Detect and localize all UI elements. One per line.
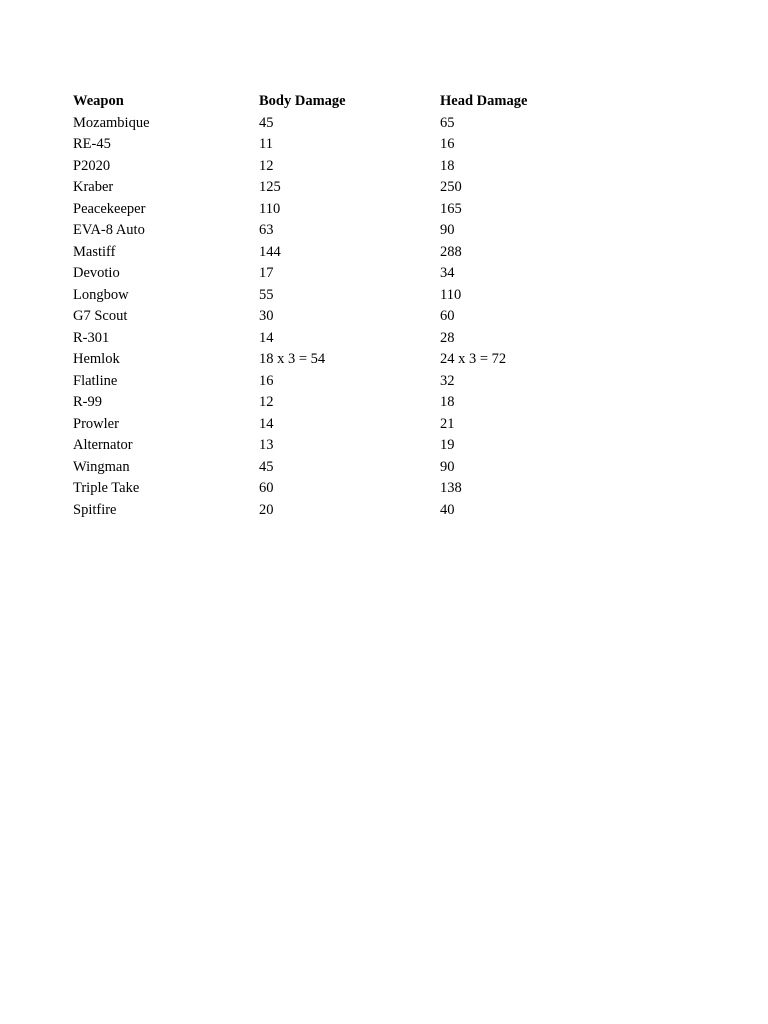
table-row xyxy=(73,199,590,221)
table-row xyxy=(73,263,590,285)
head-damage-cell: 138 xyxy=(440,480,462,496)
weapon-name-cell: Mozambique xyxy=(73,114,150,131)
head-damage-cell: 65 xyxy=(440,114,455,131)
weapon-name-cell: Wingman xyxy=(73,458,130,475)
body-damage-cell: 13 xyxy=(259,437,274,453)
body-damage-cell: 30 xyxy=(259,308,274,324)
body-damage-cell: 16 xyxy=(259,372,274,389)
table-body xyxy=(73,113,590,522)
head-damage-cell: 34 xyxy=(440,265,455,281)
body-damage-cell: 17 xyxy=(259,265,274,281)
head-damage-cell: 18 xyxy=(440,157,455,174)
body-damage-cell: 55 xyxy=(259,286,274,303)
header-head-damage: Head Damage xyxy=(440,93,528,109)
head-damage-cell: 40 xyxy=(440,501,455,518)
head-damage-cell: 24 x 3 = 72 xyxy=(440,351,507,367)
table-row xyxy=(73,177,590,199)
header-weapon: Weapon xyxy=(73,93,124,109)
table-row xyxy=(73,306,590,328)
weapon-name-cell: P2020 xyxy=(73,157,111,174)
body-damage-cell: 60 xyxy=(259,480,274,496)
body-damage-cell: 20 xyxy=(259,501,274,518)
head-damage-cell: 16 xyxy=(440,136,455,152)
table-row xyxy=(73,220,590,242)
table-header xyxy=(73,91,590,113)
table-row xyxy=(73,457,590,479)
weapon-name-cell: Prowler xyxy=(73,415,119,432)
body-damage-cell: 11 xyxy=(259,136,273,152)
weapon-name-cell: Longbow xyxy=(73,286,129,303)
body-damage-cell: 110 xyxy=(259,200,281,217)
body-damage-cell: 12 xyxy=(259,394,274,410)
head-damage-cell: 60 xyxy=(440,308,455,324)
weapon-name-cell: G7 Scout xyxy=(73,308,128,324)
weapon-name-cell: Flatline xyxy=(73,372,118,389)
table-row xyxy=(73,371,590,393)
head-damage-cell: 28 xyxy=(440,329,455,346)
table-row xyxy=(73,328,590,350)
weapon-damage-table xyxy=(73,91,590,521)
table-row xyxy=(73,242,590,264)
table-row xyxy=(73,500,590,522)
head-damage-cell: 90 xyxy=(440,222,455,238)
head-damage-cell: 18 xyxy=(440,394,455,410)
table-row xyxy=(73,285,590,307)
table-row xyxy=(73,156,590,178)
body-damage-cell: 14 xyxy=(259,329,274,346)
body-damage-cell: 12 xyxy=(259,157,274,174)
table-row xyxy=(73,134,590,156)
weapon-name-cell: Hemlok xyxy=(73,351,120,367)
weapon-name-cell: Kraber xyxy=(73,179,114,195)
weapon-name-cell: Alternator xyxy=(73,437,133,453)
weapon-name-cell: Peacekeeper xyxy=(73,200,146,217)
table-row xyxy=(73,392,590,414)
body-damage-cell: 144 xyxy=(259,243,281,260)
table-row xyxy=(73,349,590,371)
weapon-name-cell: Devotio xyxy=(73,265,120,281)
head-damage-cell: 250 xyxy=(440,179,462,195)
header-body-damage: Body Damage xyxy=(259,93,346,109)
body-damage-cell: 18 x 3 = 54 xyxy=(259,351,326,367)
weapon-name-cell: R-99 xyxy=(73,394,102,410)
body-damage-cell: 45 xyxy=(259,458,274,475)
weapon-name-cell: R-301 xyxy=(73,329,110,346)
table-row xyxy=(73,113,590,135)
head-damage-cell: 90 xyxy=(440,458,455,475)
head-damage-cell: 19 xyxy=(440,437,455,453)
head-damage-cell: 288 xyxy=(440,243,462,260)
header-row xyxy=(73,91,590,113)
body-damage-cell: 45 xyxy=(259,114,274,131)
weapon-name-cell: Spitfire xyxy=(73,501,117,518)
table-row xyxy=(73,478,590,500)
head-damage-cell: 110 xyxy=(440,286,462,303)
body-damage-cell: 125 xyxy=(259,179,281,195)
head-damage-cell: 165 xyxy=(440,200,462,217)
weapon-name-cell: Triple Take xyxy=(73,480,140,496)
head-damage-cell: 32 xyxy=(440,372,455,389)
weapon-name-cell: EVA-8 Auto xyxy=(73,222,145,238)
weapon-name-cell: RE-45 xyxy=(73,136,111,152)
head-damage-cell: 21 xyxy=(440,415,455,432)
body-damage-cell: 14 xyxy=(259,415,274,432)
weapon-name-cell: Mastiff xyxy=(73,243,116,260)
table-row xyxy=(73,414,590,436)
body-damage-cell: 63 xyxy=(259,222,274,238)
table-row xyxy=(73,435,590,457)
